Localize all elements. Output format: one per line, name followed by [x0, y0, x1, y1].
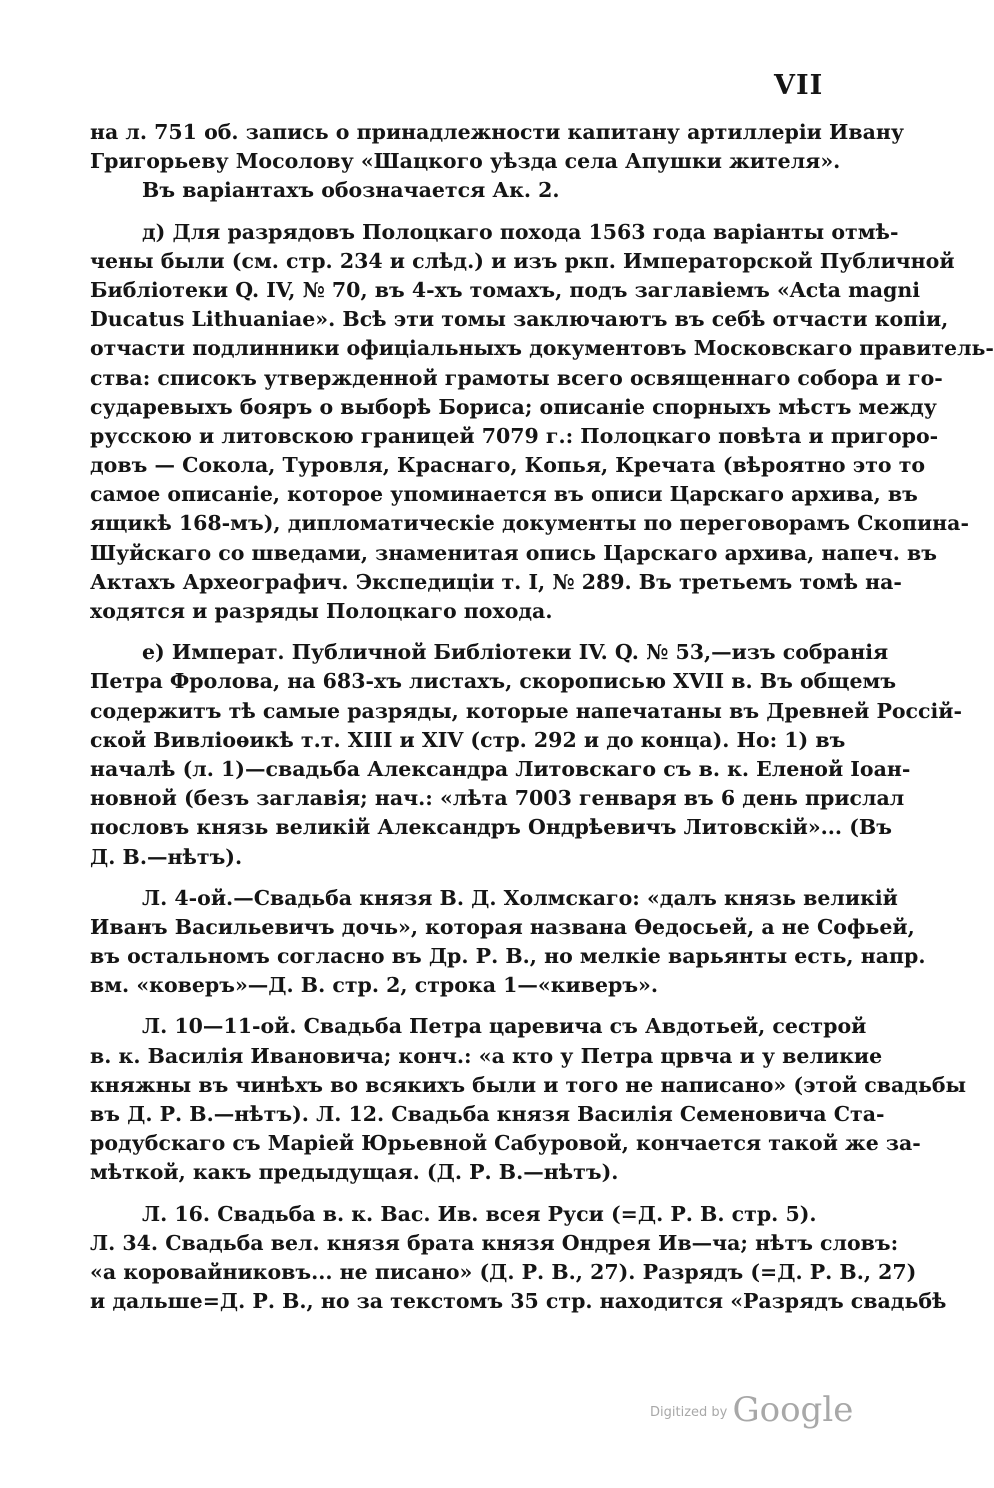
text-line: Л. 4-ой.—Свадьба князя В. Д. Холмскаго: «далъ князь великій [142, 885, 898, 910]
text-line: новной (безъ заглавія; нач.: «лѣта 7003 генваря въ 6 день прислал [90, 786, 905, 811]
watermark-prefix: Digitized by [650, 1405, 728, 1420]
text-line: чены были (см. стр. 234 и слѣд.) и изъ ркп. Императорской Публичной [90, 248, 955, 273]
digitized-watermark [650, 1390, 853, 1430]
text-line: «а коровайниковъ... не писано» (Д. Р. В., 27). Разрядъ (=Д. Р. В., 27) [90, 1259, 917, 1284]
paragraph [90, 118, 905, 206]
text-line: д) Для разрядовъ Полоцкаго похода 1563 года варіанты отмѣ- [142, 219, 899, 244]
text-line: е) Императ. Публичной Библіотеки IV. Q. № 53,—изъ собранія [142, 640, 889, 665]
text-line: родубскаго съ Маріей Юрьевной Сабуровой, кончается такой же за- [90, 1131, 921, 1156]
text-line: пословъ князь великій Александръ Ондрѣевичъ Литовскій»... (Въ [90, 815, 892, 840]
text-line: въ остальномъ согласно въ Др. Р. В., но мелкіе варьянты есть, напр. [90, 944, 926, 969]
text-line: Актахъ Археографич. Экспедиціи т. I, № 289. Въ третьемъ томѣ на- [90, 569, 902, 594]
body-text [90, 118, 994, 1316]
text-line: Ducatus Lithuaniae». Всѣ эти томы заключаютъ въ себѣ отчасти копіи, [90, 307, 949, 332]
text-line: ходятся и разряды Полоцкаго похода. [90, 599, 553, 623]
text-line: в. к. Василія Ивановича; конч.: «а кто у Петра црвча и у великие [90, 1043, 883, 1068]
text-line: содержитъ тѣ самые разряды, которые напечатаны въ Древней Россій- [90, 698, 963, 723]
paragraph [90, 1012, 967, 1187]
text-line: Въ варіантахъ обозначается Ак. 2. [142, 178, 560, 203]
text-line: самое описаніе, которое упоминается въ описи Царскаго архива, въ [90, 482, 918, 507]
text-line: Л. 34. Свадьба вел. князя брата князя Ондрея Ив—ча; нѣтъ словъ: [90, 1230, 899, 1255]
text-line: отчасти подлинники офиціальныхъ документовъ Московскаго правитель- [90, 336, 994, 361]
google-logo: Google [732, 1390, 854, 1430]
text-line: русскою и литовскою границей 7079 г.: Полоцкаго повѣта и пригоро- [90, 423, 939, 448]
text-line: Л. 16. Свадьба в. к. Вас. Ив. всея Руси (=Д. Р. В. стр. 5). [142, 1201, 817, 1226]
text-line: началѣ (л. 1)—свадьба Александра Литовскаго съ в. к. Еленой Іоан- [90, 756, 911, 781]
text-line: ской Вивліоѳикѣ т.т. XIII и XIV (стр. 292 и до конца). Но: 1) въ [90, 727, 846, 752]
paragraph [90, 638, 963, 872]
page-number: VII [774, 70, 824, 101]
text-line: Иванъ Васильевичъ дочь», которая названа Ѳедосьей, а не Софьей, [90, 914, 915, 939]
paragraph [90, 218, 994, 627]
text-line: княжны въ чинѣхъ во всякихъ были и того не написано» (этой свадьбы [90, 1072, 967, 1097]
text-line: ящикѣ 168-мъ), дипломатическіе документы по переговорамъ Скопина- [90, 511, 969, 536]
text-line: Шуйскаго со шведами, знаменитая опись Царскаго архива, напеч. въ [90, 540, 938, 565]
text-line: довъ — Сокола, Туровля, Краснаго, Копья, Кречата (вѣроятно это то [90, 453, 926, 478]
text-line: и дальше=Д. Р. В., но за текстомъ 35 стр. находится «Разрядъ свадьбѣ [90, 1289, 947, 1314]
paragraph [90, 1200, 947, 1317]
text-line: въ Д. Р. В.—нѣтъ). Л. 12. Свадьба князя Василія Семеновича Ста- [90, 1102, 885, 1126]
text-line: ства: списокъ утвержденной грамоты всего освященнаго собора и го- [90, 365, 943, 390]
text-line: Библіотеки Q. IV, № 70, въ 4-хъ томахъ, подъ заглавіемъ «Acta magni [90, 277, 921, 302]
text-line: Григорьеву Мосолову «Шацкого уѣзда села Апушки жителя». [90, 149, 841, 174]
text-line: сударевыхъ бояръ о выборѣ Бориса; описаніе спорныхъ мѣстъ между [90, 394, 937, 419]
text-line: Петра Фролова, на 683-хъ листахъ, скорописью XVII в. Въ общемъ [90, 669, 897, 694]
text-line: Л. 10—11-ой. Свадьба Петра царевича съ Авдотьей, сестрой [142, 1014, 867, 1039]
text-line: на л. 751 об. запись о принадлежности капитану артиллеріи Ивану [90, 120, 905, 144]
text-line: вм. «коверъ»—Д. В. стр. 2, строка 1—«киверъ». [90, 973, 659, 998]
text-line: мѣткой, какъ предыдущая. (Д. Р. В.—нѣтъ). [90, 1160, 619, 1185]
paragraph [90, 884, 926, 1001]
text-line: Д. В.—нѣтъ). [90, 844, 243, 869]
